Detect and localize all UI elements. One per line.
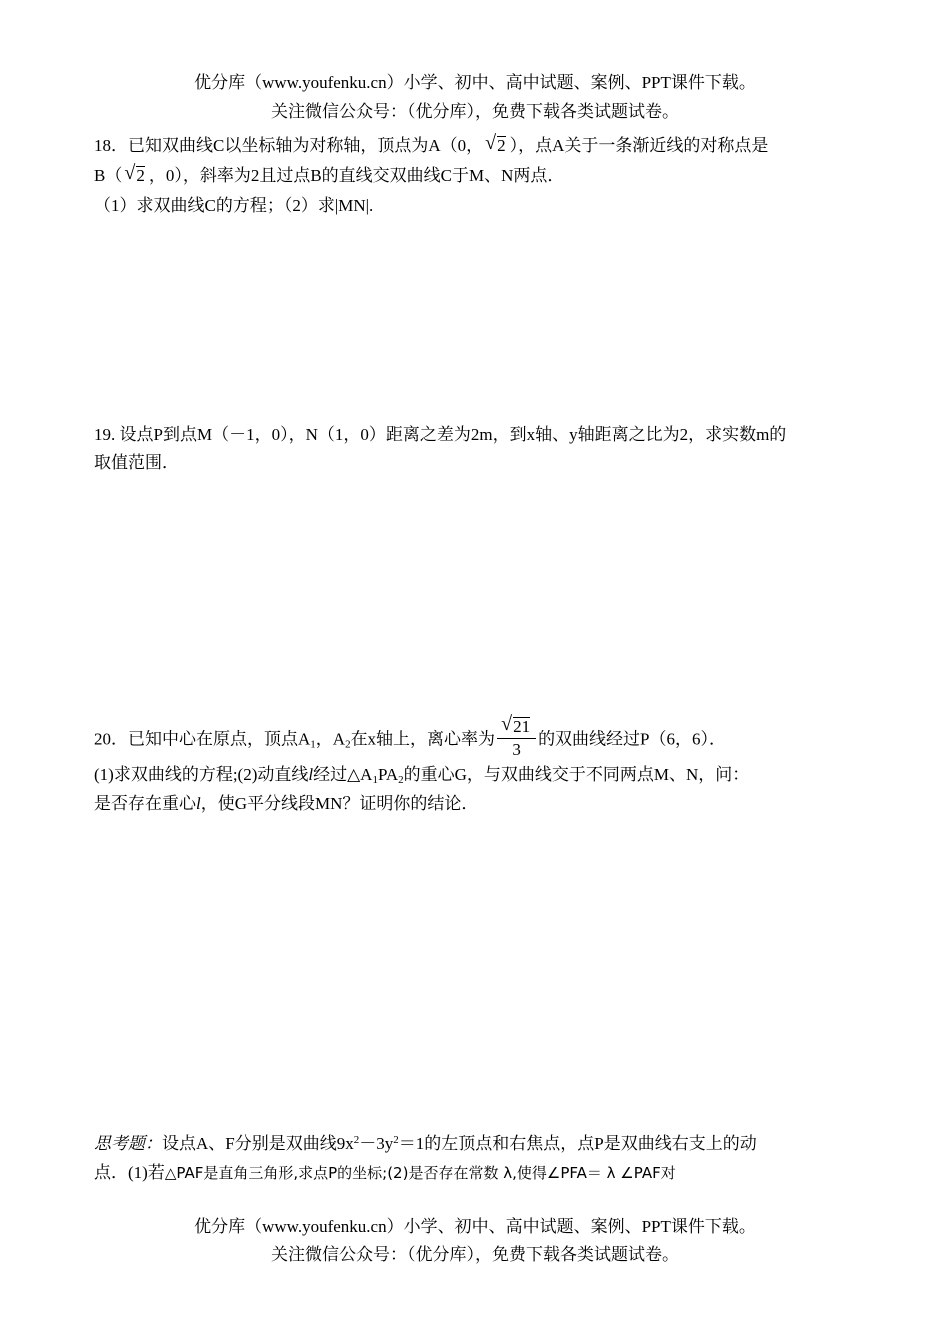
think-line-2	[94, 1162, 676, 1184]
sqrt-2-symbol: √ 2	[485, 132, 506, 155]
think-label: 思考题：	[94, 1134, 162, 1153]
sqrt-2-symbol-b: √ 2	[124, 162, 145, 185]
think-text-d: 点．(1)若	[94, 1163, 165, 1182]
think-text-c: ＝1的左顶点和右焦点，点P是双曲线右支上的动	[398, 1134, 757, 1153]
q20-sub-3: 1	[372, 774, 378, 786]
line-l-symbol: l	[308, 765, 314, 784]
q20-text-j: ，使G平分线段MN？证明你的结论．	[200, 794, 479, 813]
q20-text-i: 是否存在重心	[94, 794, 196, 813]
q20-text-d: 的双曲线经过P（6，6）．	[538, 729, 727, 749]
footer-line-1: 优分库（www.youfenku.cn）小学、初中、高中试题、案例、PPT课件下载。	[194, 1217, 756, 1236]
eccentricity-fraction	[497, 713, 536, 761]
q18-line-1	[94, 132, 769, 157]
footer-line-2: 关注微信公众号：（优分库），免费下载各类试题试卷。	[271, 1245, 679, 1264]
sqrt-21-radicand: 21	[513, 717, 531, 736]
think-sup-1: 2	[353, 1134, 360, 1146]
q20-sub-1: 1	[310, 738, 316, 751]
q18-text-a: 18．已知双曲线C以坐标轴为对称轴，顶点为A（0，	[94, 136, 484, 155]
q20-sub-2: 2	[345, 738, 351, 751]
sqrt-2-radicand: 2	[497, 136, 506, 155]
think-sup-2: 2	[393, 1134, 399, 1146]
sqrt-2-radicand-b: 2	[136, 166, 145, 185]
think-text-a: 设点A、F分别是双曲线9x	[162, 1134, 354, 1153]
q20-sub-4: 2	[398, 774, 404, 786]
q20-text-e: (1)求双曲线的方程;(2)动直线	[94, 765, 309, 784]
q20-text-c: 在x轴上，离心率为	[350, 729, 496, 749]
q18-text-b: ），点A关于一条渐近线的对称点是	[509, 136, 769, 155]
think-text-e: △PAF是直角三角形,求点P的坐标;(2)是否存在常数 λ,使得∠PFA＝ λ ∠PAF对	[164, 1164, 676, 1182]
think-line-1	[94, 1133, 757, 1155]
think-text-b: －3y	[359, 1134, 394, 1153]
sqrt-21-symbol: √ 21	[501, 713, 531, 736]
q20-text-a: 20．已知中心在原点，顶点A	[94, 729, 311, 749]
q20-text-f: 经过△A	[313, 765, 373, 784]
q20-line-3	[94, 793, 478, 815]
q18-line-3: （1）求双曲线C的方程；（2）求|MN|.	[94, 196, 374, 215]
q18-line-2	[94, 162, 565, 187]
q19-line-2: 取值范围．	[94, 453, 179, 472]
q20-line-1	[94, 713, 727, 763]
header-line-1: 优分库（www.youfenku.cn）小学、初中、高中试题、案例、PPT课件下载。	[194, 73, 756, 92]
q20-text-h: 的重心G，与双曲线交于不同两点M、N，问：	[403, 765, 750, 784]
line-l-symbol-b: l	[196, 794, 201, 813]
q20-text-g: PA	[377, 765, 399, 784]
q18-text-c: B（	[94, 166, 123, 185]
header-line-2: 关注微信公众号：（优分库），免费下载各类试题试卷。	[271, 102, 679, 121]
fraction-denominator: 3	[512, 740, 521, 759]
q18-text-d: ，0），斜率为2且过点B的直线交双曲线C于M、N两点．	[148, 166, 565, 185]
q19-line-1: 19. 设点P到点M（－1，0），N（1，0）距离之差为2m，到x轴、y轴距离之比为2，求实数m的	[94, 425, 787, 444]
q20-text-b: ，A	[315, 729, 346, 749]
q20-line-2	[94, 764, 749, 786]
